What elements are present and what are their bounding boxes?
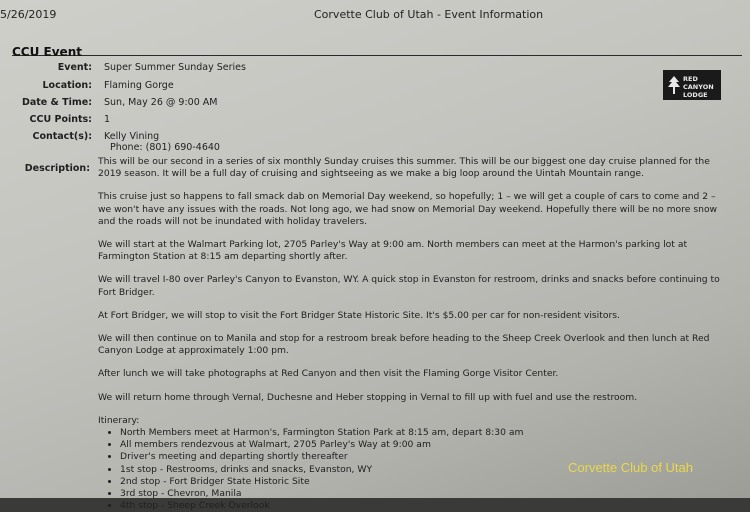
tree-icon <box>668 76 680 94</box>
red-canyon-lodge-logo <box>663 70 721 100</box>
itinerary-item: • Driver's meeting and departing shortly thereafter <box>120 451 730 463</box>
print-title: Corvette Club of Utah - Event Information <box>314 8 544 21</box>
logo-line-3: LODGE <box>683 91 708 99</box>
location-label: Location: <box>42 80 92 91</box>
description-paragraph: At Fort Bridger, we will stop to visit the Fort Bridger State Historic Site. It's $5.00 per car for non-resident visitors. <box>98 309 620 321</box>
logo-text <box>683 75 714 99</box>
section-title: CCU Event <box>12 45 82 59</box>
logo-line-2: CANYON <box>683 83 714 91</box>
description-paragraph: We will travel I-80 over Parley's Canyon to Evanston, WY. A quick stop in Evanston for restroom, drinks and snacks before continuing to Fort Bridger. <box>98 274 720 298</box>
event-value: Super Summer Sunday Series <box>104 62 246 73</box>
description-paragraph: This will be our second in a series of six monthly Sunday cruises this summer. This will be our biggest one day cruise planned for the 2019 season. It will be a full day of cruising and sightseeing as we make a big loop around the Uintah Mountain range. <box>98 156 710 180</box>
event-label: Event: <box>57 62 92 73</box>
contact-phone: Phone: (801) 690-4640 <box>110 142 220 153</box>
itinerary-title: Itinerary: <box>98 414 140 426</box>
description-paragraph: After lunch we will take photographs at Red Canyon and then visit the Flaming Gorge Visitor Center. <box>98 368 559 380</box>
section-header <box>12 41 742 59</box>
points-value: 1 <box>104 114 111 125</box>
itinerary-item: • 3rd stop - Chevron, Manila <box>120 488 730 500</box>
itinerary-item: • 4th stop - Sheep Creek Overlook <box>120 500 730 512</box>
itinerary-item: • North Members meet at Harmon's, Farmington Station Park at 8:15 am, depart 8:30 am <box>120 427 730 439</box>
contacts-label: Contact(s): <box>32 131 92 142</box>
print-header <box>0 8 750 26</box>
datetime-value: Sun, May 26 @ 9:00 AM <box>104 97 218 108</box>
datetime-label: Date & Time: <box>21 97 92 108</box>
itinerary-item: • 1st stop - Restrooms, drinks and snacks, Evanston, WY <box>120 464 730 476</box>
points-label: CCU Points: <box>29 114 92 125</box>
itinerary-item: • All members rendezvous at Walmart, 2705 Parley's Way at 9:00 am <box>120 439 730 451</box>
description-label: Description: <box>24 163 90 174</box>
contact-name: Kelly Vining <box>104 131 160 142</box>
logo-line-1: RED <box>683 75 698 83</box>
description-paragraph: We will return home through Vernal, Duchesne and Heber stopping in Vernal to fill up with fuel and use the restroom. <box>98 391 638 403</box>
description-paragraph: This cruise just so happens to fall smack dab on Memorial Day weekend, so hopefully; 1 – we will get a couple of cars to come and 2 – we won't have any issues with the roads. Not long ago, we had snow on Memorial Day weekend. Hopefully there will be no more snow and the roads will not be inundated with holiday travelers. <box>98 191 718 227</box>
description-paragraph: We will start at the Walmart Parking lot, 2705 Parley's Way at 9:00 am. North members can meet at the Harmon's parking lot at Farmington Station at 8:15 am departing shortly after. <box>98 239 688 263</box>
description-body <box>98 156 730 512</box>
itinerary-item: • 2nd stop - Fort Bridger State Historic Site <box>120 476 730 488</box>
description-paragraph: We will then continue on to Manila and stop for a restroom break before heading to the Sheep Creek Overlook and then lunch at Red Canyon Lodge at approximately 1:00 pm. <box>98 333 710 357</box>
watermark: Corvette Club of Utah <box>568 460 694 475</box>
location-value: Flaming Gorge <box>104 80 174 91</box>
print-date: 5/26/2019 <box>0 8 57 21</box>
